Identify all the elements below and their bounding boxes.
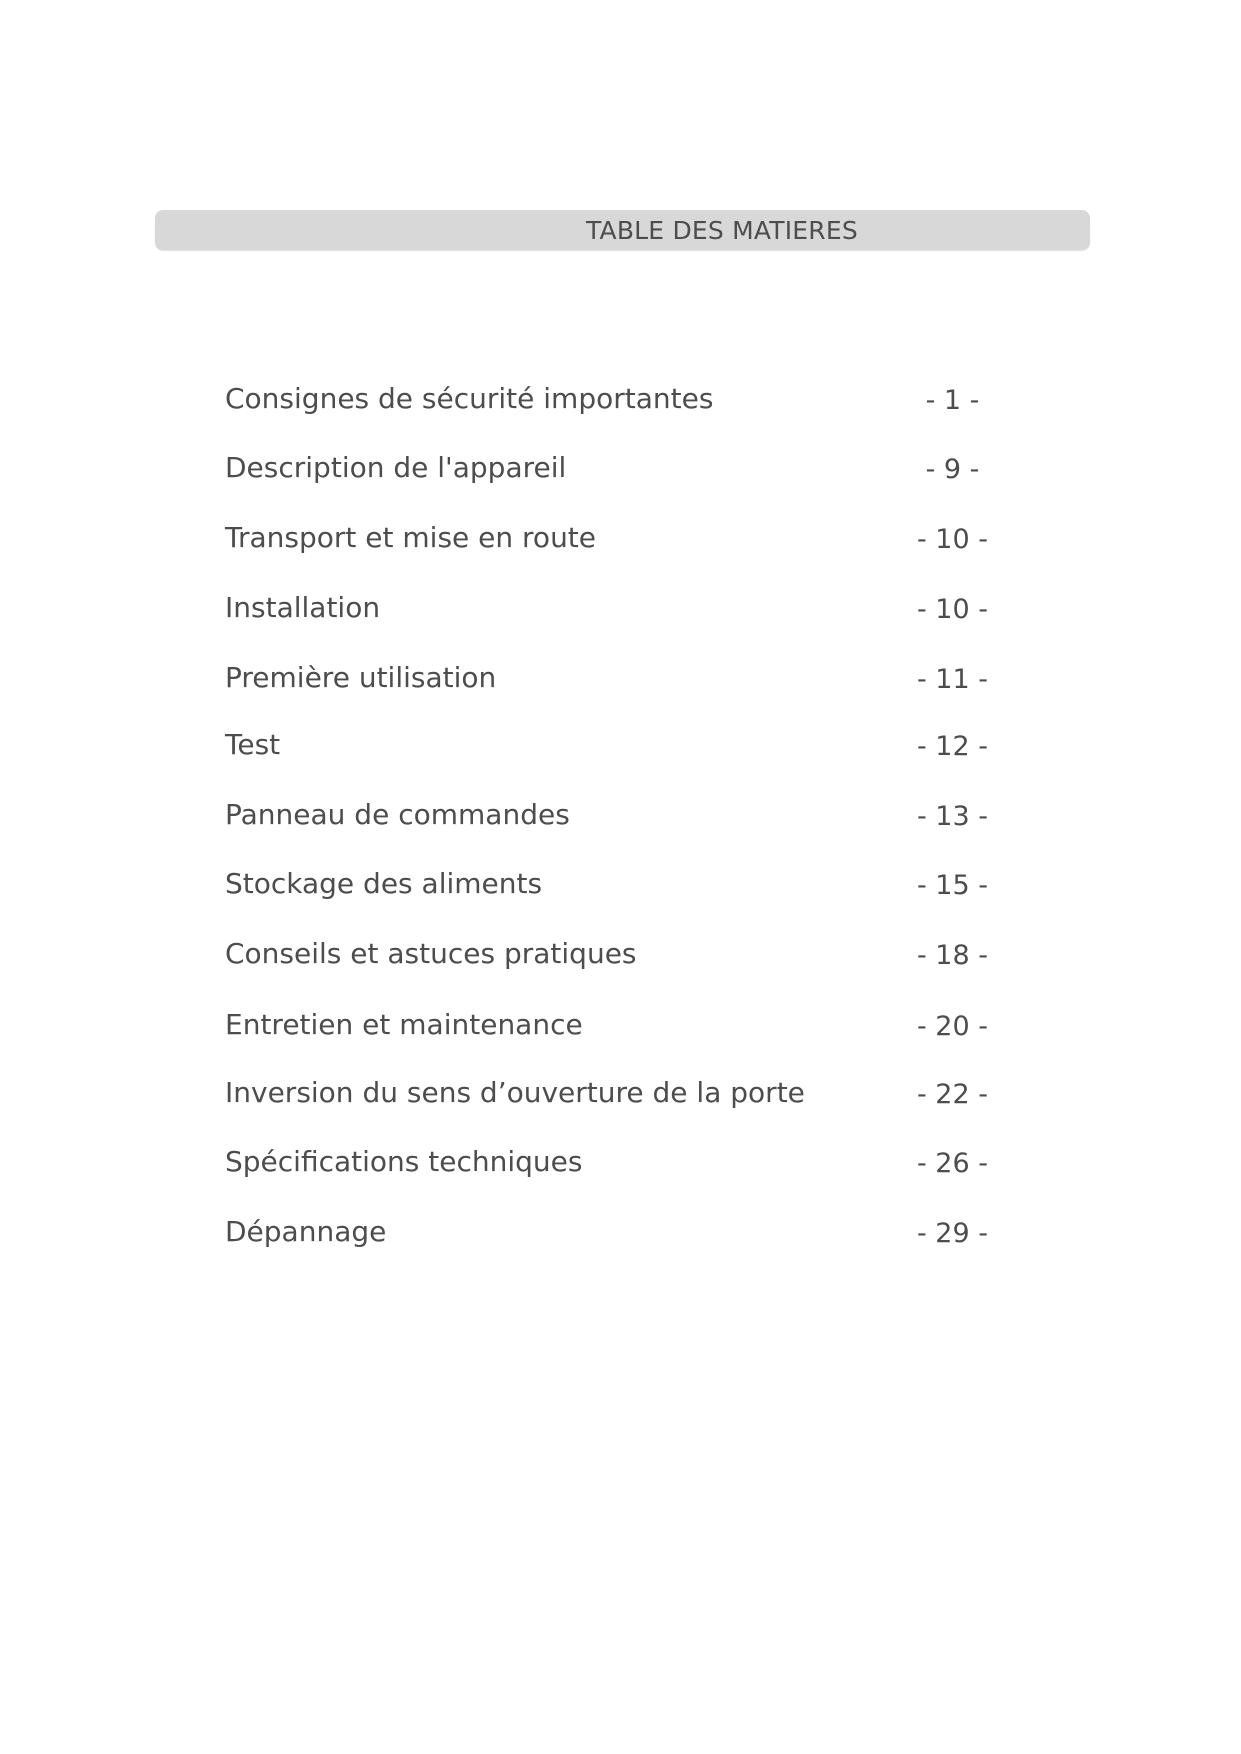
toc-entry[interactable] bbox=[0, 518, 1241, 558]
toc-entry-page: - 18 - bbox=[916, 940, 988, 971]
toc-entry-page: - 13 - bbox=[916, 801, 988, 832]
toc-entry[interactable] bbox=[0, 658, 1241, 698]
toc-entry-page: - 9 - bbox=[925, 454, 980, 485]
toc-entry-label: Inversion du sens d’ouverture de la porte bbox=[225, 1076, 805, 1109]
toc-entry-label: Description de l'appareil bbox=[225, 451, 567, 484]
toc-entry[interactable] bbox=[0, 1212, 1241, 1252]
toc-entry-label: Consignes de sécurité importantes bbox=[225, 382, 714, 415]
toc-entry-page: - 12 - bbox=[916, 731, 988, 762]
toc-entry-page: - 15 - bbox=[916, 870, 988, 901]
toc-entry-label: Entretien et maintenance bbox=[225, 1008, 583, 1041]
toc-entry-label: Première utilisation bbox=[225, 661, 497, 694]
toc-entry[interactable] bbox=[0, 1005, 1241, 1045]
toc-entry[interactable] bbox=[0, 379, 1241, 419]
toc-entry-label: Test bbox=[225, 728, 281, 761]
toc-entry-label: Transport et mise en route bbox=[225, 521, 597, 554]
toc-entry-label: Stockage des aliments bbox=[225, 867, 543, 900]
page-title: TABLE DES MATIERES bbox=[586, 216, 858, 245]
toc-entry-label: Dépannage bbox=[225, 1215, 387, 1248]
toc-entry-page: - 1 - bbox=[925, 385, 980, 416]
toc-entry-page: - 29 - bbox=[916, 1218, 988, 1249]
toc-entry-label: Conseils et astuces pratiques bbox=[225, 937, 637, 970]
toc-entry[interactable] bbox=[0, 1142, 1241, 1182]
toc-entry-label: Panneau de commandes bbox=[225, 798, 570, 831]
toc-entry[interactable] bbox=[0, 588, 1241, 628]
toc-entry[interactable] bbox=[0, 1073, 1241, 1113]
toc-entry-page: - 20 - bbox=[916, 1011, 988, 1042]
toc-entry[interactable] bbox=[0, 795, 1241, 835]
toc-entry[interactable] bbox=[0, 934, 1241, 974]
toc-entry[interactable] bbox=[0, 448, 1241, 488]
toc-entry[interactable] bbox=[0, 725, 1241, 765]
toc-entry-page: - 10 - bbox=[916, 524, 988, 555]
toc-entry[interactable] bbox=[0, 864, 1241, 904]
toc-entry-label: Spécifications techniques bbox=[225, 1145, 583, 1178]
toc-entry-page: - 11 - bbox=[916, 664, 988, 695]
toc-entry-label: Installation bbox=[225, 591, 381, 624]
toc-entry-page: - 26 - bbox=[916, 1148, 988, 1179]
toc-entry-page: - 10 - bbox=[916, 594, 988, 625]
toc-entry-page: - 22 - bbox=[916, 1079, 988, 1110]
